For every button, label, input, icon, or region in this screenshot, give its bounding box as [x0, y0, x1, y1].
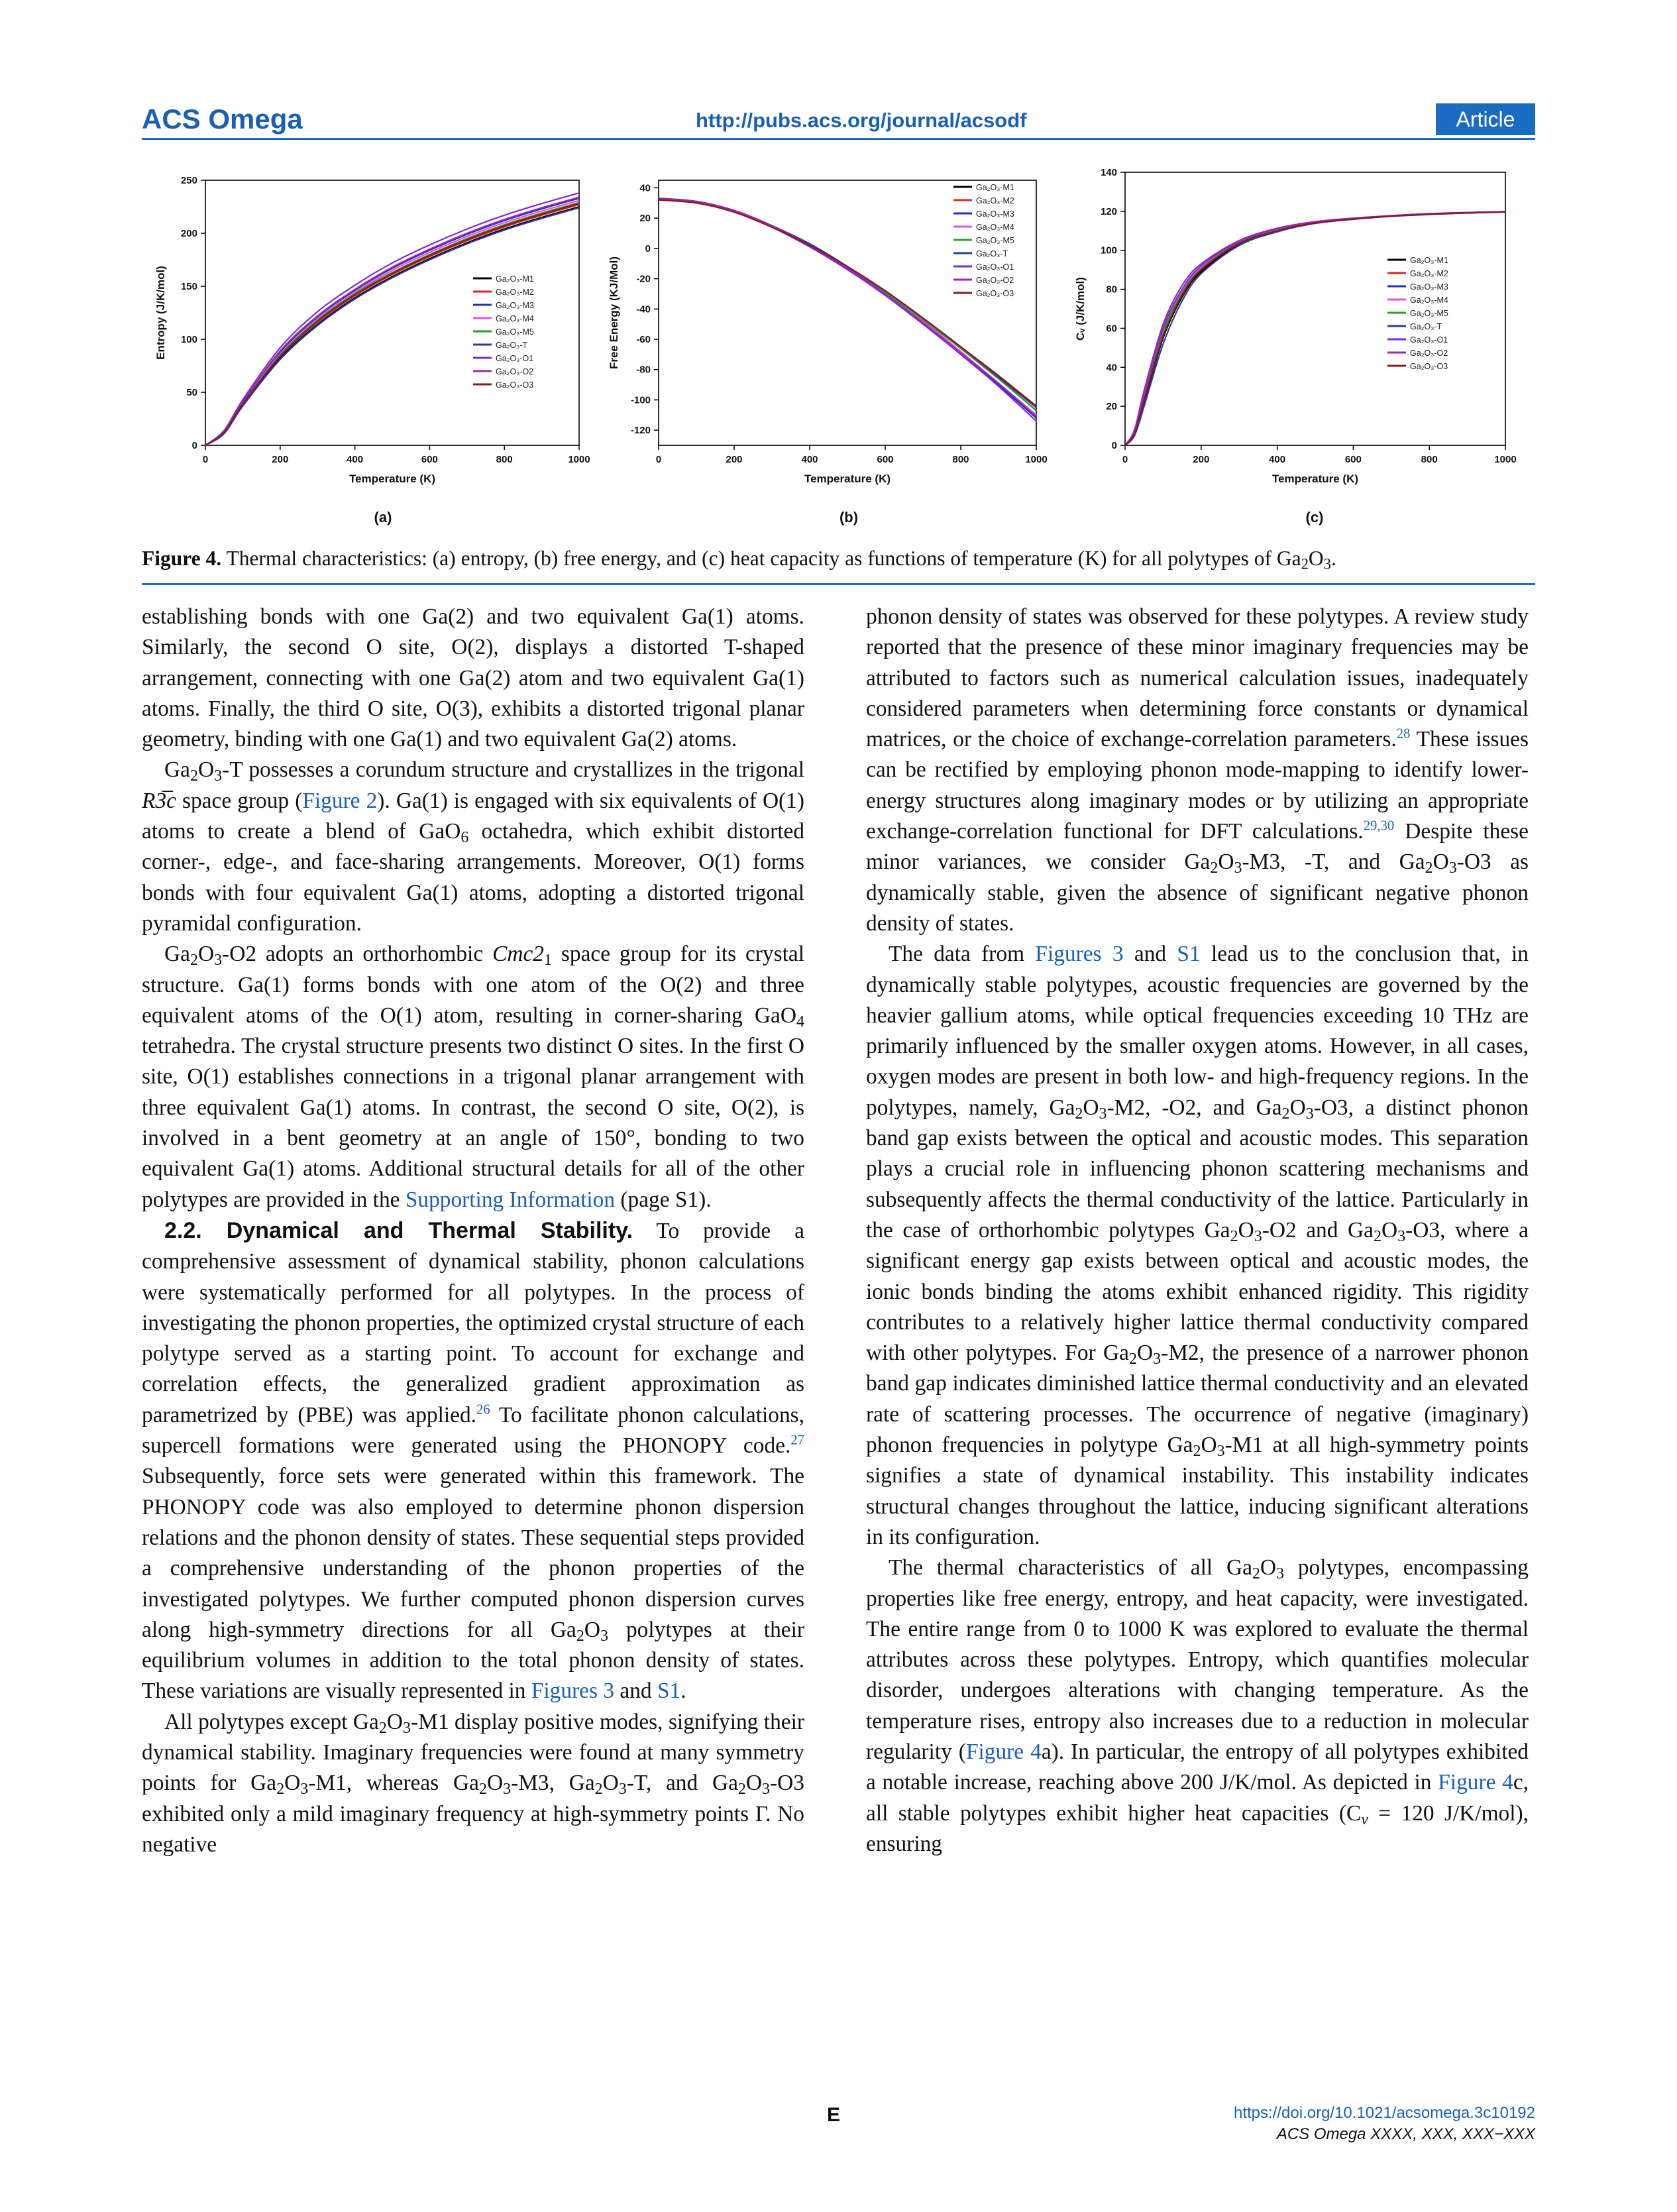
reference-link[interactable]: 28: [1396, 726, 1411, 742]
legend-label: Ga₂O₃-M3: [1410, 282, 1448, 292]
y-axis-label: Cᵥ (J/K/mol): [1074, 277, 1087, 341]
y-tick-label: 100: [180, 334, 197, 345]
legend-label: Ga₂O₃-M4: [1410, 296, 1448, 305]
x-tick-label: 1000: [568, 454, 590, 465]
series-line-9: [205, 203, 579, 445]
x-tick-label: 800: [496, 454, 513, 465]
y-tick-label: 60: [1106, 323, 1117, 335]
legend-label: Ga₂O₃-O2: [496, 367, 534, 376]
x-tick-label: 200: [272, 454, 289, 465]
y-tick-label: 20: [639, 213, 651, 225]
series-line-6: [205, 208, 579, 445]
chart-legend: [1387, 256, 1448, 371]
reference-link[interactable]: 27: [790, 1433, 804, 1448]
x-tick-label: 400: [1269, 454, 1286, 465]
legend-label: Ga₂O₃-O1: [976, 262, 1014, 272]
figure-link[interactable]: S1: [657, 1679, 681, 1704]
legend-label: Ga₂O₃-O3: [1410, 362, 1448, 371]
series-line-6: [1125, 212, 1505, 445]
y-tick-label: -40: [636, 304, 651, 315]
x-tick-label: 0: [1122, 454, 1128, 465]
y-axis-label: Free Energy (KJ/Mol): [608, 256, 620, 370]
series-line-5: [205, 203, 579, 445]
legend-label: Ga₂O₃-M1: [1410, 256, 1448, 265]
chart-legend: [473, 274, 534, 390]
y-tick-label: 40: [639, 182, 651, 194]
x-tick-label: 600: [877, 454, 894, 465]
y-tick-label: 80: [1106, 284, 1117, 296]
y-tick-label: 20: [1106, 401, 1117, 413]
y-tick-label: -120: [630, 425, 651, 437]
journal-url-link[interactable]: http://pubs.acs.org/journal/acsodf: [696, 109, 1027, 132]
journal-name[interactable]: ACS Omega: [142, 103, 303, 135]
reference-link[interactable]: 26: [476, 1402, 490, 1417]
x-tick-label: 0: [202, 454, 209, 465]
left-column: [142, 602, 804, 1860]
chart-legend: [953, 183, 1014, 298]
y-tick-label: -80: [636, 364, 651, 376]
doi-link[interactable]: https://doi.org/10.1021/acsomega.3c10192: [1234, 2104, 1535, 2122]
caption-label: Figure 4.: [142, 547, 222, 570]
x-tick-label: 800: [1421, 454, 1438, 465]
space-group: R3̅c: [142, 788, 176, 813]
paragraph: The thermal characteristics of all $Ga_2O_3$ polytypes, encompassing properties like free energy, entropy, and heat capacity, were investigated. The entire range from 0 to 1000 K was explored to evaluate the thermal attributes across these polytypes. Entropy, which quantifies molecular disorder, undergoes alterations with changing temperature. As the temperature rises, entropy also increases due to a reduction in molecular regularity (Figure 4a). In particular, the entropy of all polytypes exhibited a notable increase, reaching above 200 J/K/mol. As depicted in Figure 4c, all stable polytypes exhibit higher heat capacities ($C_v = 120$ J/K/mol), ensuring: [866, 1555, 1529, 1856]
paragraph: $Ga_2O_3-T$ possesses a corundum structure and crystallizes in the trigonal R3̅c space group (Figure 2). Ga(1) is engaged with six equivalents of O(1) atoms to create a blend of GaO$_6$ octahedra, which exhibit distorted corner-, edge-, and face-sharing arrangements. Moreover, O(1) forms bonds with four equivalent Ga(1) atoms, adopting a distorted trigonal pyramidal configuration.: [142, 757, 804, 936]
figure-link[interactable]: Figure 4: [965, 1739, 1042, 1764]
legend-label: Ga₂O₃-M1: [976, 183, 1014, 192]
x-tick-label: 1000: [1494, 454, 1517, 465]
figure-link[interactable]: S1: [1177, 942, 1201, 967]
legend-label: Ga₂O₃-T: [496, 341, 528, 350]
y-tick-label: 150: [180, 281, 197, 292]
legend-label: Ga₂O₃-M4: [976, 223, 1014, 232]
paragraph: phonon density of states was observed for these polytypes. A review study reported that the presence of these minor imaginary frequencies may be attributed to factors such as numerical calculation issues, inadequately considered parameters when determining force constants or dynamical matrices, or the choice of exchange-correlation parameters.$^{28}$ These issues can be rectified by employing phonon mode-mapping to identify lower-energy structures along imaginary modes or by utilizing an appropriate exchange-correlation functional for DFT calculations.$^{29,30}$ Despite these minor variances, we consider $Ga_2O_3-M3$, -T, and $Ga_2O_3-O3$ as dynamically stable, given the absence of significant negative phonon density of states.: [866, 604, 1529, 936]
figure-link[interactable]: Figures 3: [531, 1679, 615, 1704]
chart-panel-1: [154, 175, 590, 525]
series-line-4: [1125, 211, 1505, 445]
paragraph: All polytypes except $Ga_2O_3-M1$ display positive modes, signifying their dynamical stability. Imaginary frequencies were found at many symmetry points for $Ga_2O_3-M1$, whereas $Ga_2O_3-M3$, $Ga_2O_3-T$, and $Ga_2O_3-O3$ exhibited only a mild imaginary frequency at high-symmetry points Γ. No negative: [142, 1709, 804, 1857]
paragraph: 2.2. Dynamical and Thermal Stability. To provide a comprehensive assessment of dynamical stability, phonon calculations were systematically performed for all polytypes. In the process of investigating the phonon properties, the optimized crystal structure of each polytype served as a starting point. To account for exchange and correlation effects, the generalized gradient approximation as parametrized by (PBE) was applied.$^{26}$ To facilitate phonon calculations, supercell formations were generated using the PHONOPY code.$^{27}$ Subsequently, force sets were generated within this framework. The PHONOPY code was also employed to determine phonon dispersion relations and the phonon density of states. These sequential steps provided a comprehensive understanding of the phonon properties of the investigated polytypes. We further computed phonon dispersion curves along high-symmetry directions for all $Ga_2O_3$ polytypes at their equilibrium volumes in addition to the total phonon density of states. These variations are visually represented in Figures 3 and S1.: [142, 1217, 804, 1704]
legend-label: Ga₂O₃-O1: [1410, 335, 1448, 345]
y-axis-label: Entropy (J/K/mol): [154, 266, 167, 360]
header-rule: [142, 138, 1535, 140]
reference-link[interactable]: 29,30: [1363, 818, 1395, 834]
right-column: [866, 602, 1529, 1859]
figure-caption: Figure 4. Thermal characteristics: (a) entropy, (b) free energy, and (c) heat capacity as functions of temperature (K) for all polytypes of $Ga_2O_3$.: [142, 547, 1336, 573]
page-number: E: [827, 2104, 841, 2126]
series-line-9: [1125, 212, 1505, 445]
y-tick-label: 250: [180, 175, 197, 186]
legend-label: Ga₂O₃-M2: [1410, 269, 1448, 278]
x-axis-label: Temperature (K): [1271, 472, 1359, 485]
x-tick-label: 400: [347, 454, 364, 465]
series-line-1: [1125, 212, 1505, 445]
series-line-1: [205, 207, 579, 445]
y-tick-label: 140: [1100, 167, 1117, 178]
y-tick-label: -100: [630, 394, 651, 406]
chart-panel-3: [1074, 167, 1517, 525]
legend-label: Ga₂O₃-O2: [976, 276, 1014, 285]
figure-link[interactable]: Figures 3: [1035, 942, 1124, 967]
x-tick-label: 1000: [1025, 454, 1048, 465]
legend-label: Ga₂O₃-M2: [496, 288, 534, 297]
x-tick-label: 200: [726, 454, 743, 465]
page-footer: [142, 2104, 1535, 2157]
panel-label: (a): [374, 509, 392, 525]
x-tick-label: 600: [421, 454, 438, 465]
legend-label: Ga₂O₃-M5: [976, 236, 1014, 245]
legend-label: Ga₂O₃-M4: [496, 314, 534, 323]
y-tick-label: 120: [1100, 205, 1117, 217]
chart-panel-2: [608, 180, 1048, 525]
x-tick-label: 0: [655, 454, 662, 465]
page-header: [142, 99, 1535, 140]
legend-label: Ga₂O₃-M3: [976, 209, 1014, 219]
y-tick-label: -20: [636, 273, 651, 285]
space-group: Cmc2: [492, 942, 544, 967]
legend-label: Ga₂O₃-M1: [496, 274, 534, 284]
y-tick-label: 50: [186, 387, 197, 398]
series-line-3: [1125, 211, 1505, 445]
y-tick-label: -60: [636, 334, 651, 345]
panel-label: (b): [839, 509, 859, 525]
caption-rule: [142, 583, 1535, 585]
legend-label: Ga₂O₃-O2: [1410, 349, 1448, 358]
figure-link[interactable]: Figure 4: [1438, 1770, 1513, 1795]
legend-label: Ga₂O₃-M3: [496, 301, 534, 310]
x-tick-label: 400: [801, 454, 818, 465]
y-tick-label: 100: [1100, 245, 1117, 256]
x-axis-label: Temperature (K): [349, 472, 436, 485]
y-tick-label: 40: [1106, 362, 1117, 374]
supporting-information-link[interactable]: Supporting Information: [405, 1187, 616, 1212]
legend-label: Ga₂O₃-M2: [976, 196, 1014, 205]
figure-4: [142, 159, 1535, 537]
y-tick-label: 200: [180, 228, 197, 239]
legend-label: Ga₂O₃-M5: [1410, 309, 1448, 318]
y-tick-label: 0: [645, 243, 651, 254]
figure-4-panels: [142, 159, 1535, 537]
x-tick-label: 800: [952, 454, 969, 465]
x-tick-label: 600: [1344, 454, 1362, 465]
series-line-2: [205, 205, 579, 445]
article-type-badge: Article: [1436, 103, 1535, 135]
paragraph: The data from Figures 3 and S1 lead us to the conclusion that, in dynamically stable polytypes, acoustic frequencies are governed by the heavier gallium atoms, while optical frequencies exceeding 10 THz are primarily influenced by the smaller oxygen atoms. However, in all cases, oxygen modes are present in both low- and high-frequency regions. In the polytypes, namely, $Ga_2O_3-M2$, -O2, and $Ga_2O_3-O3$, a distinct phonon band gap exists between the optical and acoustic modes. This separation plays a crucial role in influencing phonon scattering mechanisms and subsequently affects the thermal conductivity of the lattice. Particularly in the case of orthorhombic polytypes $Ga_2O_3-O2$ and $Ga_2O_3-O3$, where a significant energy gap exists between optical and acoustic modes, the ionic bonds binding the atoms exhibit enhanced rigidity. This rigidity contributes to a relatively higher lattice thermal conductivity compared with other polytypes. For $Ga_2O_3-M2$, the presence of a narrower phonon band gap indicates diminished lattice thermal conductivity and an elevated rate of scattering processes. The occurrence of negative (imaginary) phonon frequencies in polytype $Ga_2O_3-M1$ at all high-symmetry points signifies a state of dynamical instability. This instability indicates structural changes throughout the lattice, inducing significant alterations in its configuration.: [866, 942, 1529, 1549]
legend-label: Ga₂O₃-O3: [976, 289, 1014, 298]
legend-label: Ga₂O₃-T: [1410, 322, 1442, 331]
x-axis-label: Temperature (K): [804, 472, 891, 485]
section-heading: 2.2. Dynamical and Thermal Stability.: [164, 1217, 633, 1243]
plot-frame: [659, 180, 1036, 445]
paragraph: establishing bonds with one Ga(2) and two equivalent Ga(1) atoms. Similarly, the second O site, O(2), displays a distorted T-shaped arrangement, connecting with one Ga(2) atom and two equivalent Ga(1) atoms. Finally, the third O site, O(3), exhibits a distorted trigonal planar geometry, binding with one Ga(1) and two equivalent Ga(2) atoms.: [142, 604, 804, 752]
series-line-8: [1125, 211, 1505, 445]
series-line-5: [1125, 212, 1505, 445]
legend-label: Ga₂O₃-T: [976, 249, 1008, 258]
legend-label: Ga₂O₃-O3: [496, 380, 534, 390]
panel-label: (c): [1305, 509, 1324, 525]
x-tick-label: 200: [1193, 454, 1210, 465]
figure-link[interactable]: Figure 2: [302, 788, 378, 813]
series-line-2: [1125, 212, 1505, 445]
legend-label: Ga₂O₃-M5: [496, 327, 534, 337]
y-tick-label: 0: [191, 440, 197, 451]
y-tick-label: 0: [1111, 440, 1117, 451]
paragraph: $Ga_2O_3-O2$ adopts an orthorhombic $Cmc2_1$ space group for its crystal structure. Ga(1) forms bonds with one atom of the O(2) and three equivalent atoms of the O(1) atom, resulting in corner-sharing GaO$_4$ tetrahedra. The crystal structure presents two distinct O sites. In the first O site, O(1) establishes connections in a trigonal planar arrangement with three equivalent Ga(1) atoms. In contrast, the second O site, O(2), is involved in a bent geometry at an angle of 150°, bonding to two equivalent Ga(1) atoms. Additional structural details for all of the other polytypes are provided in the Supporting Information (page S1).: [142, 942, 804, 1212]
legend-label: Ga₂O₃-O1: [496, 354, 534, 363]
citation-ref: ACS Omega XXXX, XXX, XXX−XXX: [1276, 2125, 1535, 2143]
series-line-7: [1125, 211, 1505, 445]
